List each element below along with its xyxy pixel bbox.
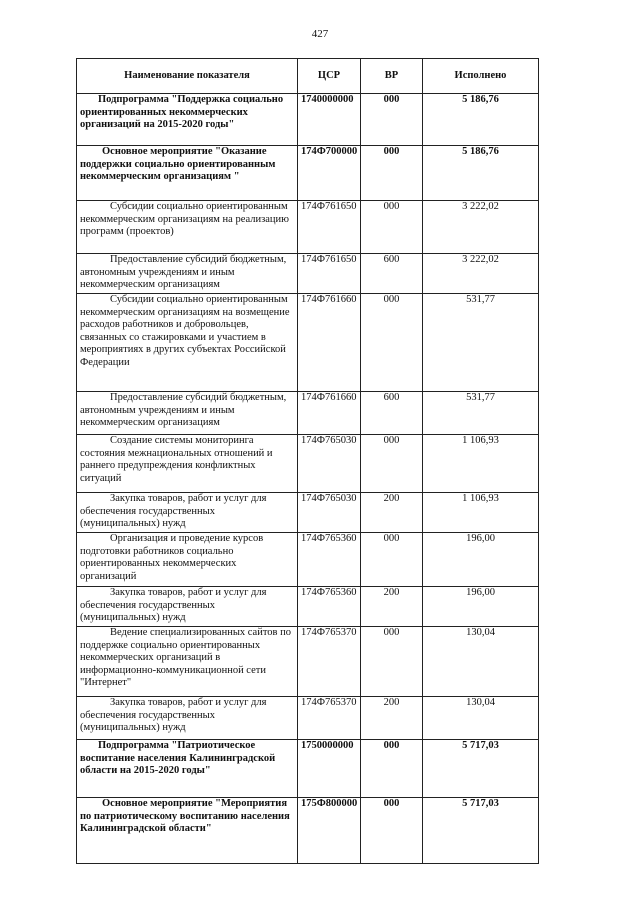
budget-execution-table	[76, 58, 539, 864]
row-csr-code: 1740000000	[298, 94, 361, 146]
row-vr-code: 200	[361, 587, 423, 627]
row-vr-code: 000	[361, 533, 423, 587]
row-vr-code: 000	[361, 94, 423, 146]
row-indicator-name: Закупка товаров, работ и услуг для обеспечения государственных (муниципальных) нужд	[77, 697, 298, 740]
row-indicator-name: Предоставление субсидий бюджетным, автономным учреждениям и иным некоммерческим организациям	[77, 392, 298, 435]
row-executed-amount: 1 106,93	[423, 493, 539, 533]
row-csr-code: 174Ф761660	[298, 392, 361, 435]
row-indicator-name: Ведение специализированных сайтов по поддержке социально ориентированных некоммерческих организаций в информационно-коммуникационной сети "Интернет"	[77, 627, 298, 697]
row-executed-amount: 531,77	[423, 294, 539, 392]
row-executed-amount: 5 186,76	[423, 94, 539, 146]
row-executed-amount: 196,00	[423, 533, 539, 587]
row-indicator-name: Предоставление субсидий бюджетным, автономным учреждениям и иным некоммерческим организациям	[77, 254, 298, 294]
row-indicator-name: Организация и проведение курсов подготовки работников социально ориентированных некоммерческих организаций	[77, 533, 298, 587]
table-header-row	[77, 59, 539, 94]
table-row	[77, 146, 539, 201]
row-csr-code: 1750000000	[298, 740, 361, 798]
row-executed-amount: 130,04	[423, 697, 539, 740]
header-csr: ЦСР	[298, 59, 361, 94]
row-indicator-name: Субсидии социально ориентированным некоммерческим организациям на возмещение расходов работников и добровольцев, связанных со стажировками и участием в мероприятиях в других субъектах Российской Федерации	[77, 294, 298, 392]
row-executed-amount: 5 186,76	[423, 146, 539, 201]
table-row	[77, 740, 539, 798]
table-row	[77, 627, 539, 697]
table-row	[77, 94, 539, 146]
row-executed-amount: 130,04	[423, 627, 539, 697]
table-row	[77, 254, 539, 294]
row-csr-code: 174Ф765370	[298, 697, 361, 740]
header-vr: ВР	[361, 59, 423, 94]
row-indicator-name: Закупка товаров, работ и услуг для обеспечения государственных (муниципальных) нужд	[77, 493, 298, 533]
row-executed-amount: 5 717,03	[423, 798, 539, 864]
header-indicator-name: Наименование показателя	[77, 59, 298, 94]
row-vr-code: 600	[361, 392, 423, 435]
row-vr-code: 000	[361, 435, 423, 493]
table-row	[77, 587, 539, 627]
row-executed-amount: 5 717,03	[423, 740, 539, 798]
row-csr-code: 174Ф761660	[298, 294, 361, 392]
table-body	[77, 94, 539, 864]
table-row	[77, 392, 539, 435]
row-indicator-name: Закупка товаров, работ и услуг для обеспечения государственных (муниципальных) нужд	[77, 587, 298, 627]
row-csr-code: 175Ф800000	[298, 798, 361, 864]
row-vr-code: 000	[361, 146, 423, 201]
row-indicator-name: Подпрограмма "Патриотическое воспитание населения Калининградской области на 2015-2020 годы"	[77, 740, 298, 798]
row-vr-code: 000	[361, 294, 423, 392]
row-indicator-name: Основное мероприятие "Мероприятия по патриотическому воспитанию населения Калининградской области"	[77, 798, 298, 864]
table-row	[77, 435, 539, 493]
table-row	[77, 798, 539, 864]
row-executed-amount: 3 222,02	[423, 201, 539, 254]
row-indicator-name: Субсидии социально ориентированным некоммерческим организациям на реализацию программ (проектов)	[77, 201, 298, 254]
row-indicator-name: Подпрограмма "Поддержка социально ориентированных некоммерческих организаций на 2015-2020 годы"	[77, 94, 298, 146]
row-vr-code: 000	[361, 201, 423, 254]
table-row	[77, 201, 539, 254]
row-executed-amount: 196,00	[423, 587, 539, 627]
row-indicator-name: Основное мероприятие "Оказание поддержки социально ориентированным некоммерческим организациям "	[77, 146, 298, 201]
row-vr-code: 200	[361, 493, 423, 533]
row-csr-code: 174Ф765360	[298, 587, 361, 627]
row-csr-code: 174Ф761650	[298, 254, 361, 294]
row-csr-code: 174Ф761650	[298, 201, 361, 254]
row-vr-code: 600	[361, 254, 423, 294]
row-vr-code: 000	[361, 798, 423, 864]
row-executed-amount: 3 222,02	[423, 254, 539, 294]
table-row	[77, 493, 539, 533]
row-csr-code: 174Ф765030	[298, 435, 361, 493]
table-row	[77, 533, 539, 587]
row-executed-amount: 531,77	[423, 392, 539, 435]
row-vr-code: 000	[361, 740, 423, 798]
header-executed: Исполнено	[423, 59, 539, 94]
row-csr-code: 174Ф700000	[298, 146, 361, 201]
table-row	[77, 294, 539, 392]
table-row	[77, 697, 539, 740]
row-executed-amount: 1 106,93	[423, 435, 539, 493]
row-vr-code: 000	[361, 627, 423, 697]
page-number: 427	[311, 28, 329, 40]
row-csr-code: 174Ф765370	[298, 627, 361, 697]
row-csr-code: 174Ф765030	[298, 493, 361, 533]
row-csr-code: 174Ф765360	[298, 533, 361, 587]
row-indicator-name: Создание системы мониторинга состояния межнациональных отношений и раннего предупреждения конфликтных ситуаций	[77, 435, 298, 493]
row-vr-code: 200	[361, 697, 423, 740]
